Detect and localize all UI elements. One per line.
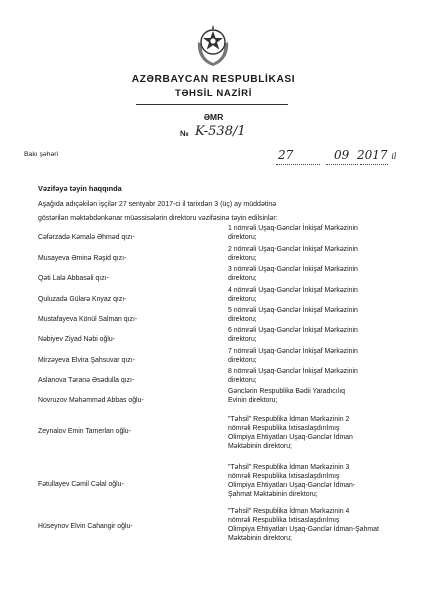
appointee-position: "Təhsil" Respublika İdman Mərkəzinin 4 nömrəli Respublika İxtisaslaşdırılmış Olimpiya Ehtiyatları Uşaq-Gənclər İdman-Şahmat Məktəbinin direktoru; — [228, 508, 379, 542]
order-number-handwritten: K-538/1 — [195, 124, 246, 139]
appointee-name: Musayeva Əminə Rəşid qızı- — [38, 255, 127, 262]
appointee-position: 2 nömrəli Uşaq-Gənclər İnkişaf Mərkəzinin direktoru; — [228, 246, 358, 262]
appointee-position: "Təhsil" Respublika İdman Mərkəzinin 2 nömrəli Respublika İxtisaslaşdırılmış Olimpiya Ehtiyatları Uşaq-Gənclər İdman Məktəbinin direktoru; — [228, 416, 353, 450]
appointee-position: 4 nömrəli Uşaq-Gənclər İnkişaf Mərkəzinin direktoru; — [228, 287, 358, 303]
appointee-name: Quluzadə Gülarə Knyaz qızı- — [38, 296, 127, 303]
number-prefix: № — [180, 129, 189, 138]
appointee-name: Fətullayev Cəmil Cəlal oğlu- — [38, 481, 124, 488]
appointment-row — [38, 387, 408, 415]
place-label: Bakı şəhəri — [24, 151, 59, 158]
date-year-line — [360, 164, 388, 165]
appointment-row — [38, 507, 408, 553]
appointee-position: 5 nömrəli Uşaq-Gənclər İnkişaf Mərkəzinin direktoru; — [228, 307, 358, 323]
appointments-list — [38, 224, 408, 553]
appointment-row — [38, 415, 408, 463]
header-divider — [136, 104, 288, 105]
date-day: 27 — [278, 148, 294, 162]
appointment-row — [38, 306, 408, 326]
order-intro — [38, 198, 400, 226]
appointee-position: 1 nömrəli Uşaq-Gənclər İnkişaf Mərkəzinin direktoru; — [228, 225, 358, 241]
appointee-name: Zeynalov Emin Tamerlan oğlu- — [38, 428, 131, 435]
appointment-row — [38, 326, 408, 347]
appointee-name: Hüseynov Elvin Cahangir oğlu- — [38, 523, 133, 530]
appointee-position: 6 nömrəli Uşaq-Gənclər İnkişaf Mərkəzinin direktoru; — [228, 327, 358, 343]
appointment-row — [38, 367, 408, 387]
appointment-row — [38, 265, 408, 286]
state-emblem-icon — [195, 22, 231, 70]
appointment-row — [38, 224, 408, 245]
appointee-position: 3 nömrəli Uşaq-Gənclər İnkişaf Mərkəzinin direktoru; — [228, 266, 358, 282]
ministry-title: TƏHSİL NAZİRİ — [175, 88, 252, 99]
appointee-name: Aslanova Təranə Əsədulla qızı- — [38, 377, 135, 384]
appointee-name: Novruzov Məhəmməd Abbas oğlu- — [38, 397, 144, 404]
date-month: 09 — [334, 148, 350, 162]
appointee-name: Mirzəyeva Elvira Şahsuvar qızı- — [38, 357, 135, 364]
intro-line-1: Aşağıda adıçəkilən işçilər 27 sentyabr 2017-ci il tarixdən 3 (üç) ay müddətinə — [38, 201, 277, 208]
date-year: 2017 il — [357, 148, 397, 162]
appointee-position: Gənclərin Respublika Bədii Yaradıcılıq Evinin direktoru; — [228, 388, 345, 404]
appointee-position: "Təhsil" Respublika İdman Mərkəzinin 3 nömrəli Respublika İxtisaslaşdırılmış Olimpiya Ehtiyatları Uşaq-Gənclər İdman- Şahmat Məktəbinin direktoru; — [228, 464, 356, 498]
date-day-line — [276, 164, 320, 165]
appointee-name: Qəti Lalə Abbasəli qızı- — [38, 275, 109, 282]
appointee-name: Nəbiyev Ziyad Nəbi oğlu- — [38, 336, 115, 343]
order-subject: Vəzifəyə təyin haqqında — [38, 184, 122, 193]
appointee-position: 8 nömrəli Uşaq-Gənclər İnkişaf Mərkəzinin direktoru; — [228, 368, 358, 384]
appointee-position: 7 nömrəli Uşaq-Gənclər İnkişaf Mərkəzinin direktoru; — [228, 348, 358, 364]
republic-title: AZƏRBAYCAN RESPUBLİKASI — [131, 74, 296, 85]
appointment-row — [38, 286, 408, 306]
appointment-row — [38, 347, 408, 367]
intro-line-2: göstərilən məktəbdənkənar müəssisələrin direktoru vəzifəsinə təyin edilsinlər: — [38, 215, 278, 222]
appointment-row — [38, 245, 408, 265]
doc-type-label: ƏMR — [203, 112, 224, 122]
appointee-name: Cəfərzadə Kəmalə Əhməd qızı- — [38, 234, 135, 241]
date-month-line — [326, 164, 358, 165]
appointee-name: Mustafayeva Könül Salman qızı- — [38, 316, 138, 323]
appointment-row — [38, 463, 408, 507]
